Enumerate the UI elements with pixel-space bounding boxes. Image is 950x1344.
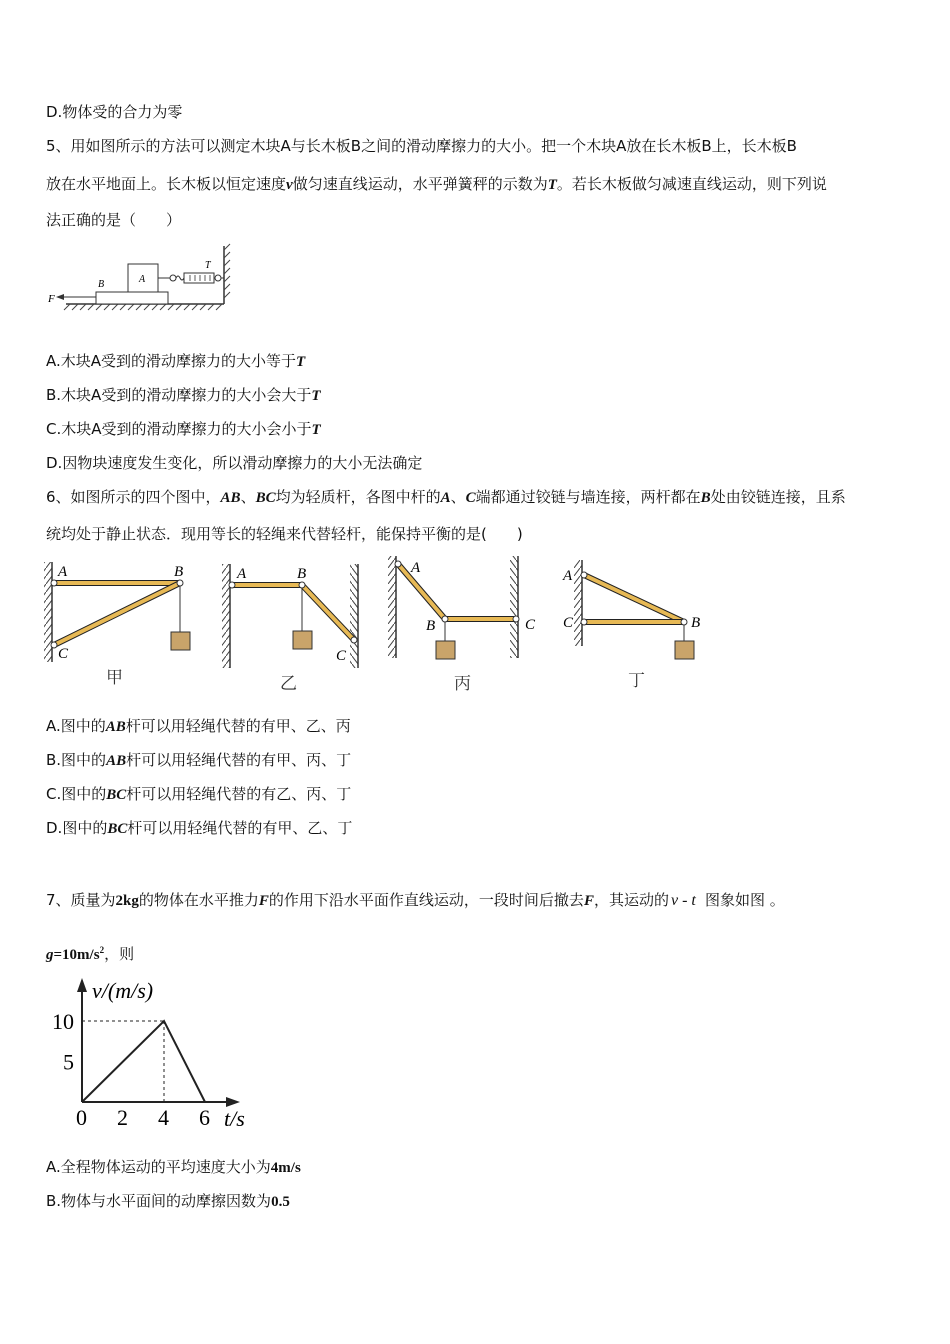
q6-option-d: D.图中的BC杆可以用轻绳代替的有甲、乙、丁 xyxy=(46,819,353,837)
spring-balance xyxy=(184,273,214,283)
q5-stem-line1: 5、用如图所示的方法可以测定木块A与长木板B之间的滑动摩擦力的大小。把一个木块A放在长木板B上，长木板B xyxy=(46,137,797,155)
x-axis-label: t/s xyxy=(224,1106,245,1131)
q6-option-a: A.图中的AB杆可以用轻绳代替的有甲、乙、丙 xyxy=(46,717,351,735)
q5-option-b: B.木块A受到的滑动摩擦力的大小会大于T xyxy=(46,386,321,404)
q4-option-d: D.物体受的合力为零 xyxy=(46,103,183,121)
q5-figure xyxy=(44,242,234,316)
svg-text:丁: 丁 xyxy=(628,671,645,691)
figure-yi xyxy=(222,564,358,694)
q5-option-d: D.因物块速度发生变化，所以滑动摩擦力的大小无法确定 xyxy=(46,454,423,472)
y-tick-label-5: 5 xyxy=(63,1049,74,1075)
svg-text:A: A xyxy=(58,564,68,580)
q7-option-a: A.全程物体运动的平均速度大小为4m/s xyxy=(46,1158,301,1176)
label-a: A xyxy=(139,274,146,285)
q6-stem-line1: 6、如图所示的四个图中，AB、BC均为轻质杆，各图中杆的A、C端都通过铰链与墙连接，两杆都在B处由铰链连接，且系 xyxy=(46,488,846,506)
y-axis-arrow xyxy=(77,978,87,992)
q5-option-a: A.木块A受到的滑动摩擦力的大小等于T xyxy=(46,352,306,370)
label-f: F xyxy=(48,293,55,305)
x-tick-label-6: 6 xyxy=(199,1105,210,1130)
svg-text:B: B xyxy=(174,564,184,580)
y-axis-label: v/(m/s) xyxy=(92,978,154,1003)
svg-text:C: C xyxy=(58,646,69,662)
q7-option-b: B.物体与水平面间的动摩擦因数为0.5 xyxy=(46,1192,290,1210)
svg-text:甲: 甲 xyxy=(106,668,123,688)
figure-jia xyxy=(44,562,190,688)
svg-text:B: B xyxy=(426,618,436,634)
svg-text:C: C xyxy=(525,617,536,633)
vt-chart xyxy=(40,970,270,1134)
vt-symbol: v - t xyxy=(670,892,696,909)
svg-text:B: B xyxy=(691,615,701,631)
board-b xyxy=(96,292,168,304)
figure-ding xyxy=(562,560,700,691)
q7-stem-line1: 7、质量为2kg的物体在水平推力F的作用下沿水平面作直线运动，一段时间后撤去F，其运动的 v - t 图象如图 。 xyxy=(46,891,785,909)
figure-bing xyxy=(388,556,536,694)
label-t: T xyxy=(205,260,211,271)
svg-text:C: C xyxy=(336,648,347,664)
svg-text:乙: 乙 xyxy=(280,674,297,694)
q6-option-b: B.图中的AB杆可以用轻绳代替的有甲、丙、丁 xyxy=(46,751,352,769)
svg-text:A: A xyxy=(411,560,421,576)
series-line-0 xyxy=(82,1021,205,1102)
x-tick-label-0: 0 xyxy=(76,1105,87,1130)
label-b: B xyxy=(98,279,105,290)
q6-stem-line2: 统均处于静止状态．现用等长的轻绳来代替轻杆，能保持平衡的是( ) xyxy=(46,525,523,543)
q7-stem-line2: $g=10m/s^2$，则 xyxy=(46,945,135,963)
svg-text:B: B xyxy=(297,566,307,582)
q5-stem-line2: 放在水平地面上。长木板以恒定速度v做匀速直线运动，水平弹簧秤的示数为T。若长木板做匀减速直线运动，则下列说 xyxy=(46,175,827,193)
x-tick-label-4: 4 xyxy=(158,1105,169,1130)
y-tick-label-10: 10 xyxy=(52,1009,74,1034)
q5-option-c: C.木块A受到的滑动摩擦力的大小会小于T xyxy=(46,420,321,438)
x-tick-label-2: 2 xyxy=(117,1105,128,1130)
svg-text:A: A xyxy=(563,568,573,584)
q6-figures xyxy=(40,552,720,696)
q6-option-c: C.图中的BC杆可以用轻绳代替的有乙、丙、丁 xyxy=(46,785,352,803)
q5-stem-line3: 法正确的是（ ） xyxy=(46,211,182,229)
svg-text:丙: 丙 xyxy=(454,674,471,694)
svg-text:C: C xyxy=(563,615,574,631)
svg-text:A: A xyxy=(237,566,247,582)
